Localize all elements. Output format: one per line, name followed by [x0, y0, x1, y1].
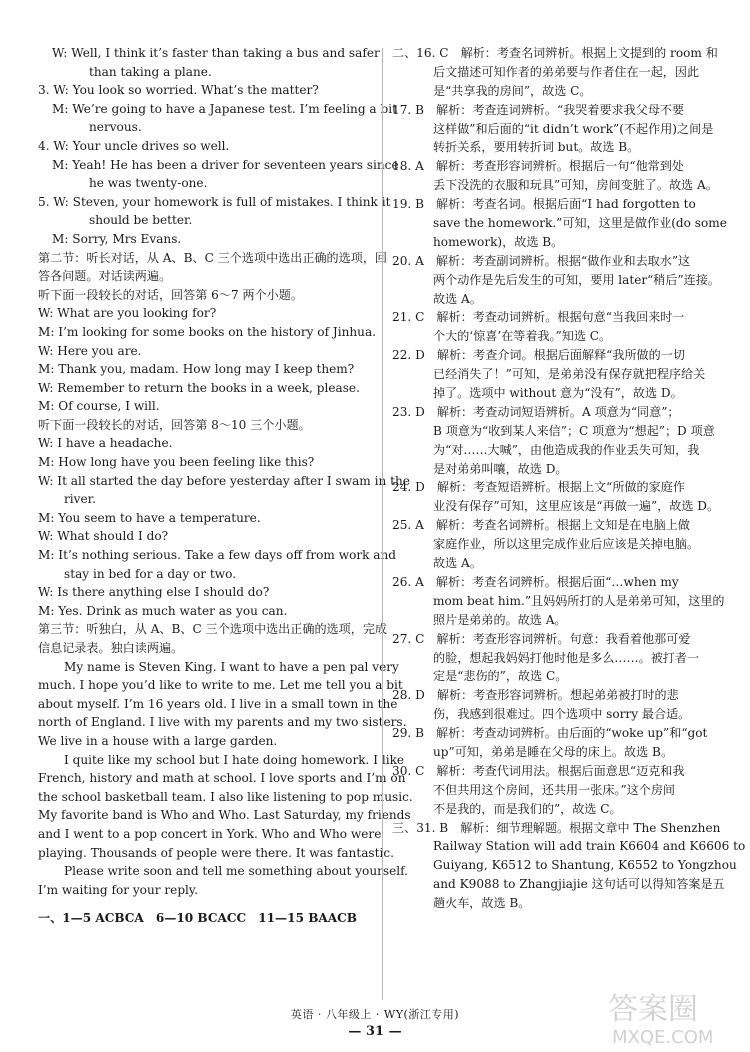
answer-line: 三、31. B 解析：细节理解题。根据文章中 The Shenzhen: [392, 820, 721, 835]
column-divider: [382, 48, 383, 1000]
text-line: about myself. I’m 16 years old. I live in a small town in the: [38, 696, 398, 711]
answer-line: 个大的‘惊喜’在等着我。”知选 C。: [433, 329, 612, 344]
answer-line: homework)，故选 B。: [433, 234, 564, 249]
answer-line: 定是“悲伤的”，故选 C。: [433, 669, 568, 684]
answer-line: 故选 A。: [433, 291, 482, 306]
answer-line: up”可知，弟弟是睡在父母的床上。故选 B。: [433, 744, 674, 759]
text-line: My favorite band is Who and Who. Last Saturday, my friends: [38, 808, 411, 823]
text-line: M: Sorry, Mrs Evans.: [52, 231, 182, 246]
answer-line: 转折关系，要用转折词 but。故选 B。: [433, 140, 640, 155]
answer-line: save the homework.”可知，这里是做作业(do some: [433, 216, 727, 231]
text-line: M: Yes. Drink as much water as you can.: [38, 603, 288, 618]
answer-line: 这样做”和后面的“it didn’t work”(不起作用)之间是: [433, 121, 714, 136]
answer-line: 25. A 解析：考查名词辨析。根据上文知是在电脑上做: [392, 518, 690, 533]
text-line: My name is Steven King. I want to have a pen pal very: [64, 659, 399, 674]
answer-line: 二、16. C 解析：考查名词辨析。根据上文提到的 room 和: [392, 46, 718, 60]
section-heading: 答各问题。对话读两遍。: [38, 269, 172, 284]
text-line: I quite like my school but I hate doing homework. I like: [64, 752, 405, 767]
section-heading: 信息记录表。独白读两遍。: [38, 641, 184, 655]
text-line: W: Is there anything else I should do?: [38, 585, 270, 600]
answer-line: 20. A 解析：考查副词辨析。根据“做作业和去取水”这: [392, 253, 691, 268]
text-line: nervous.: [89, 120, 142, 135]
text-line: I’m waiting for your reply.: [38, 882, 198, 897]
watermark-logo: [600, 985, 750, 1050]
answer-line: 24. D 解析：考查短语辨析。根据上文“所做的家庭作: [392, 480, 685, 495]
text-line: W: Remember to return the books in a week, please.: [38, 380, 360, 395]
answer-line: 的脸，想起我妈妈打他时他是多么……。被打者一: [433, 650, 700, 665]
right-column: [392, 44, 746, 913]
answer-line: 丢下没洗的衣服和玩具”可知，房间变脏了。故选 A。: [433, 178, 718, 193]
answer-line: 已经消失了！”可知，是弟弟没有保存就把程序给关: [433, 367, 706, 382]
text-line: 3. W: You look so worried. What’s the matter?: [38, 83, 319, 98]
text-line: M: It’s nothing serious. Take a few days off from work and: [38, 548, 397, 563]
answer-line: 家庭作业，所以这里完成作业后应该是关掉电脑。: [433, 537, 700, 552]
text-line: river.: [64, 492, 96, 507]
answer-line: 30. C 解析：考查代词用法。根据后面意思“迈克和我: [392, 763, 685, 778]
text-line: the school basketball team. I also like listening to pop music.: [38, 789, 413, 804]
answer-line: 不但共用这个房间，还共用一张床。”这个房间: [433, 782, 676, 797]
answer-key-line: 一、1—5 ACBCA 6—10 BCACC 11—15 BAACB: [38, 911, 358, 926]
answer-line: Railway Station will add train K6604 and K6606 to: [433, 839, 746, 854]
answer-line: 掉了。选项中 without 意为“没有”，故选 D。: [433, 386, 683, 401]
answer-line: 照片是弟弟的。故选 A。: [433, 612, 567, 627]
text-line: We live in a house with a large garden.: [38, 733, 278, 748]
answer-line: 业没有保存”可知，这里应该是“再做一遍”，故选 D。: [433, 499, 720, 514]
answer-line: 为“对……大喊”，由他造成我的作业丢失可知，我: [433, 442, 700, 457]
text-line: M: How long have you been feeling like this?: [38, 455, 315, 470]
text-line: M: Yeah! He has been a driver for seventeen years since: [52, 157, 399, 172]
text-line: he was twenty-one.: [89, 176, 208, 191]
text-line: French, history and math at school. I love sports and I’m on: [38, 771, 406, 786]
answer-line: 18. A 解析：考查形容词辨析。根据后一句“他常到处: [392, 159, 684, 174]
answer-line: 28. D 解析：考查形容词辨析。想起弟弟被打时的悲: [392, 688, 679, 703]
answer-line: B 项意为“收到某人来信”；C 项意为“想起”；D 项意: [433, 423, 715, 438]
instruction-line: 听下面一段较长的对话，回答第 8～10 三个小题。: [38, 417, 311, 432]
instruction-line: 听下面一段较长的对话，回答第 6～7 两个小题。: [38, 287, 303, 302]
text-line: much. I hope you’d like to write to me. Let me tell you a bit: [38, 678, 403, 693]
text-line: W: Here you are.: [38, 343, 142, 358]
text-line: W: It all started the day before yesterday after I swam in the: [38, 473, 410, 488]
left-column: [38, 44, 413, 928]
answer-line: 是对弟弟叫嚷，故选 D。: [433, 461, 568, 476]
text-line: M: We’re going to have a Japanese test. I’m feeling a bit: [52, 101, 397, 116]
text-line: and I went to a pop concert in York. Who and Who were: [38, 826, 382, 841]
watermark-text: 答案圈: [608, 992, 698, 1027]
text-line: W: What are you looking for?: [38, 306, 217, 321]
section-heading: 第二节：听长对话，从 A、B、C 三个选项中选出正确的选项，回: [38, 250, 388, 265]
answer-line: 两个动作是先后发生的可知，要用 later“稍后”连接。: [433, 272, 720, 287]
text-line: north of England. I live with my parents and my two sisters.: [38, 715, 407, 730]
answer-line: 不是我的，而是我们的”，故选 C。: [433, 801, 622, 816]
text-line: M: You seem to have a temperature.: [38, 510, 261, 525]
answer-line: Guiyang, K6512 to Shantung, K6552 to Yongzhou: [433, 858, 737, 873]
answer-line: and K9088 to Zhangjiajie 这句话可以得知答案是五: [433, 877, 725, 892]
answer-line: 27. C 解析：考查形容词辨析。句意：我看着他那可爱: [392, 631, 691, 646]
answer-line: 故选 A。: [433, 556, 482, 571]
answer-line: mom beat him.”且妈妈所打的人是弟弟可知，这里的: [433, 593, 725, 608]
footer-title: 英语 · 八年级上 · WY(浙江专用): [290, 1008, 460, 1021]
answer-line: 是“共享我的房间”，故选 C。: [433, 83, 592, 98]
text-line: stay in bed for a day or two.: [64, 566, 237, 581]
answer-line: 趟火车，故选 B。: [433, 896, 531, 911]
text-line: Please write soon and tell me something about yourself.: [64, 864, 409, 879]
answer-line: 19. B 解析：考查名词。根据后面“I had forgotten to: [392, 197, 696, 212]
text-line: than taking a plane.: [89, 64, 212, 79]
section-heading: 第三节：听独白，从 A、B、C 三个选项中选出正确的选项，完成: [38, 622, 388, 637]
text-line: 4. W: Your uncle drives so well.: [38, 138, 230, 153]
answer-line: 17. B 解析：考查连词辨析。“我哭着要求我父母不要: [392, 102, 685, 117]
text-line: M: Thank you, madam. How long may I keep them?: [38, 362, 355, 377]
text-line: playing. Thousands of people were there. It was fantastic.: [38, 845, 394, 860]
answer-line: 伤，我感到很难过。四个选项中 sorry 最合适。: [433, 707, 691, 722]
answer-line: 23. D 解析：考查动词短语辨析。A 项意为“同意”；: [392, 404, 680, 419]
text-line: M: I’m looking for some books on the history of Jinhua.: [38, 324, 377, 339]
text-line: W: I have a headache.: [38, 436, 173, 451]
answer-line: 后文描述可知作者的弟弟要与作者住在一起，因此: [433, 64, 700, 79]
answer-line: 21. C 解析：考查动词辨析。根据句意“当我回来时一: [392, 310, 685, 325]
text-line: 5. W: Steven, your homework is full of mistakes. I think it: [38, 194, 391, 209]
text-line: W: What should I do?: [38, 529, 169, 544]
answer-line: 29. B 解析：考查动词辨析。由后面的“woke up”和“got: [392, 726, 708, 741]
watermark-subtext: MXQE.COM: [612, 1027, 714, 1048]
page-number: — 31 —: [348, 1024, 402, 1039]
answer-line: 22. D 解析：考查介词。根据后面解释“我所做的一切: [392, 348, 685, 363]
text-line: should be better.: [89, 213, 193, 228]
text-line: M: Of course, I will.: [38, 399, 160, 414]
text-line: W: Well, I think it’s faster than taking a bus and safer: [52, 46, 380, 60]
answer-line: 26. A 解析：考查名词辨析。根据后面“…when my: [392, 574, 679, 589]
